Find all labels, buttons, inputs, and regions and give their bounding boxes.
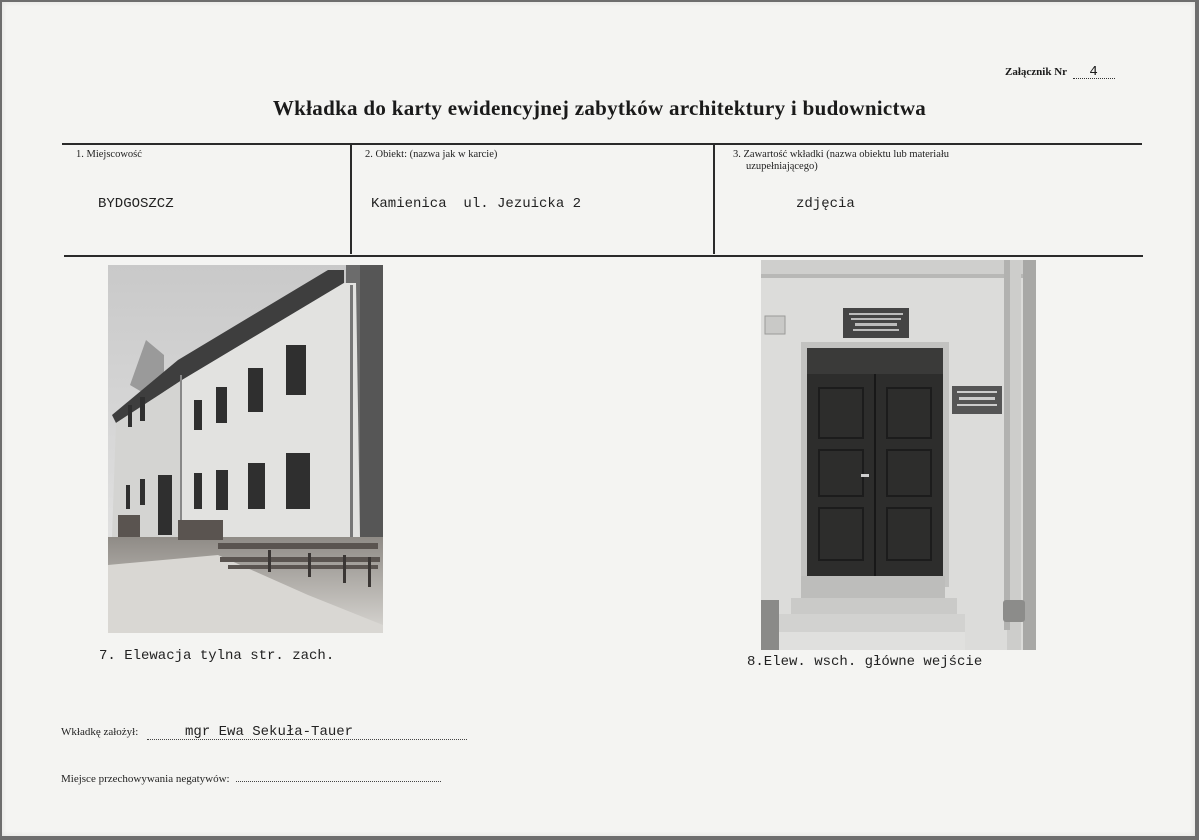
column-divider-2 [713, 144, 715, 254]
table-bottom-rule [64, 255, 1143, 257]
contents-label-line1: 3. Zawartość wkładki (nazwa obiektu lub materiału [733, 149, 950, 160]
negatives-line [61, 769, 441, 785]
author-value [147, 726, 467, 740]
author-line [61, 726, 467, 740]
doorway-photo [761, 260, 1036, 650]
annex-number-value: 4 [1073, 66, 1115, 79]
column-divider-1 [350, 144, 352, 254]
annex-number [1005, 66, 1115, 79]
photo-caption-8: 8.Elew. wsch. główne wejście [747, 654, 983, 670]
table-top-rule [62, 143, 1142, 145]
annex-label: Załącznik Nr [1005, 66, 1067, 78]
contents-label [733, 149, 949, 173]
building-photo-icon [108, 265, 383, 633]
author-label: Wkładkę założył: [61, 726, 139, 738]
locality-label: 1. Miejscowość [76, 149, 142, 160]
photo-caption-7: 7. Elewacja tylna str. zach. [99, 648, 335, 664]
page-title: Wkładka do karty ewidencyjnej zabytków architektury i budownictwa [272, 96, 927, 120]
contents-value: zdjęcia [796, 196, 855, 212]
object-label: 2. Obiekt: (nazwa jak w karcie) [365, 149, 498, 160]
building-photo [108, 265, 383, 633]
locality-value: BYDGOSZCZ [98, 196, 174, 212]
negatives-value [236, 769, 441, 782]
negatives-label: Miejsce przechowywania negatywów: [61, 773, 230, 785]
contents-label-line2: uzupełniającego) [746, 161, 818, 172]
object-value: Kamienica ul. Jezuicka 2 [371, 196, 582, 212]
doorway-photo-icon [761, 260, 1036, 650]
author-name: mgr Ewa Sekuła-Tauer [185, 724, 354, 740]
